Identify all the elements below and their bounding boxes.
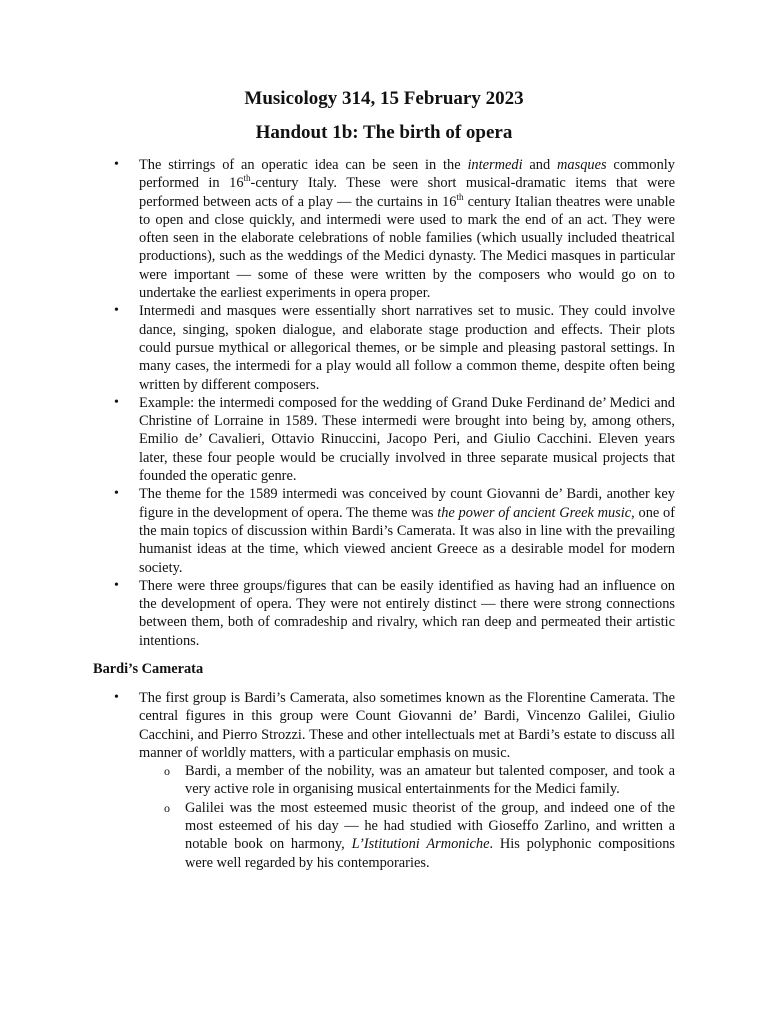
text-run: commonly performed in 16 [139,157,675,192]
bullet-item-masques: • Intermedi and masques were essentially short narratives set to music. They could involve dance, singing, spoken dialogue, and elaborate stage production and effects. Their plots could pursue mythical or allegorical themes, or be simple and pleasing pastoral settings. In many cases, the intermedi for a play would all follow a common theme, despite often being written by different composers. [93,302,675,393]
bullet-item-theme [93,485,675,576]
camerata-bullet-list [93,689,675,872]
text-run: Galilei was the most esteemed music theorist of the group, and indeed one of the most esteemed of his day — he had studied with Gioseffo Zarlino, and written a notable book on harmony, [185,799,675,853]
bullet-item-camerata [93,689,675,872]
sub-bullet-list [93,762,675,872]
bullet-item-example: • Example: the intermedi composed for the wedding of Grand Duke Ferdinand de’ Medici and Christine of Lorraine in 1589. These intermedi were brought into being by, among others, Emilio de’ Cavalieri, Ottavio Rinuccini, Jacopo Peri, and Giulio Cacchini. Eleven years later, these four people would be crucially involved in three separate musical projects that founded the operatic genre. [93,394,675,485]
text-run: The first group is Bardi’s Camerata, also sometimes known as the Florentine Camerata. The central figures in this group were Count Giovanni de’ Bardi, Vincenzo Galilei, Giulio Cacchini, and Pierro Strozzi. These and other intellectuals met at Bardi’s estate to discuss all manner of worldly matters, with a particular emphasis on music. [139,690,675,761]
text-run: The stirrings of an operatic idea can be seen in the [139,157,468,173]
intro-bullet-list [93,156,675,650]
intro-section [93,156,675,650]
camerata-section [93,689,675,872]
page-title: Musicology 314, 15 February 2023 [244,88,524,109]
bullet-item-groups: • There were three groups/figures that can be easily identified as having had an influence on the development of opera. They were not entirely distinct — there were strong connections between them, both of comradeship and rivalry, which ran deep and permeated their artistic intentions. [93,577,675,650]
text-run: and [522,157,558,173]
sub-item-galilei [93,799,675,872]
superscript: th [243,173,251,184]
superscript: th [456,191,464,202]
text-run: , one of the main topics of discussion within Bardi’s Camerata. It was also in line with the prevailing humanist ideas at the time, which viewed ancient Greece as a desirable model for modern society. [139,504,675,576]
italic-term: intermedi [467,157,523,173]
italic-term: masques [557,157,607,173]
italic-term: the power of ancient Greek music [437,504,632,521]
text-run: . His polyphonic compositions were well regarded by his contemporaries. [185,836,675,871]
italic-term: L’Istitutioni Armoniche [351,836,490,853]
bullet-item-intermedi [93,156,675,302]
section-heading: Bardi’s Camerata [93,661,204,677]
sub-item-bardi: o Bardi, a member of the nobility, was an amateur but talented composer, and took a very active role in organising musical entertainments for the Medici family. [93,762,675,799]
page-subtitle: Handout 1b: The birth of opera [255,122,513,143]
text-run: The theme for the 1589 intermedi was conceived by count Giovanni de’ Bardi, another key figure in the development of opera. The theme was [139,486,675,521]
text-run: -century Italy. These were short musical-dramatic items that were performed between acts of a play — the curtains in 16 [139,175,675,210]
text-run: century Italian theatres were unable to open and close quickly, and intermedi were used to mark the end of an act. They were often seen in the elaborate celebrations of noble families (which usually included theatrical productions), such as the weddings of the Medici dynasty. The Medici masques in particular were important — some of these were written by the composers who would go on to undertake the earliest experiments in opera proper. [139,193,676,302]
